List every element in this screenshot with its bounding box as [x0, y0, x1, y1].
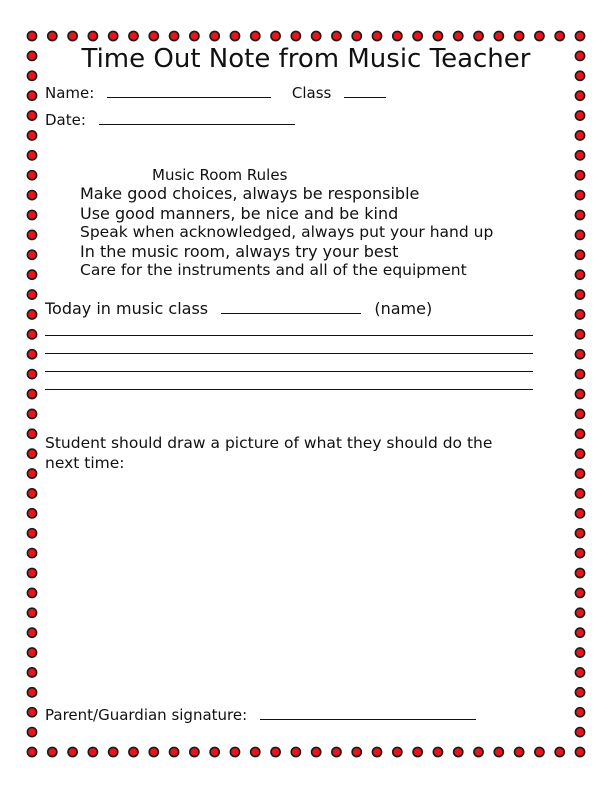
name-hint: (name) — [374, 299, 433, 318]
border-dot — [27, 708, 36, 717]
border-dot — [413, 747, 422, 756]
border-dot — [48, 31, 57, 40]
page-title: Time Out Note from Music Teacher — [81, 44, 531, 74]
border-dot — [575, 230, 584, 239]
border-dot — [27, 429, 36, 438]
signature-row — [45, 705, 476, 724]
border-dot — [575, 409, 584, 418]
border-dot — [312, 747, 321, 756]
border-dot — [575, 688, 584, 697]
border-dot — [129, 31, 138, 40]
rules-heading: Music Room Rules — [152, 166, 288, 184]
class-blank[interactable] — [344, 83, 386, 98]
border-dot — [575, 588, 584, 597]
border-dot — [575, 31, 584, 40]
border-dot — [27, 370, 36, 379]
border-dot — [575, 549, 584, 558]
border-dot — [27, 389, 36, 398]
border-dot — [575, 489, 584, 498]
border-dot — [27, 191, 36, 200]
border-dot — [27, 688, 36, 697]
border-dot — [575, 708, 584, 717]
border-dot — [575, 270, 584, 279]
border-dot — [129, 747, 138, 756]
border-dot — [372, 747, 381, 756]
rule-item: Care for the instruments and all of the equipment — [80, 261, 467, 279]
border-dot — [27, 549, 36, 558]
border-dot — [575, 290, 584, 299]
date-blank[interactable] — [99, 110, 295, 125]
border-dot — [27, 151, 36, 160]
name-blank[interactable] — [107, 83, 271, 98]
border-dot — [68, 31, 77, 40]
border-dot — [27, 469, 36, 478]
border-dot — [27, 668, 36, 677]
border-dot — [27, 290, 36, 299]
today-label: Today in music class — [45, 299, 209, 318]
border-dot — [312, 31, 321, 40]
border-dot — [575, 171, 584, 180]
border-dot — [27, 588, 36, 597]
border-dot — [27, 330, 36, 339]
border-dot — [575, 568, 584, 577]
writing-line[interactable] — [45, 371, 533, 372]
border-dot — [271, 31, 280, 40]
border-dot — [575, 310, 584, 319]
border-dot — [27, 250, 36, 259]
border-dot — [494, 747, 503, 756]
signature-label: Parent/Guardian signature: — [45, 706, 248, 724]
border-dot — [575, 389, 584, 398]
border-dot — [575, 131, 584, 140]
border-dot — [575, 509, 584, 518]
date-field-row — [45, 110, 295, 129]
border-dot — [251, 747, 260, 756]
border-dot — [210, 31, 219, 40]
border-dot — [27, 489, 36, 498]
border-dot — [169, 747, 178, 756]
border-dot — [27, 608, 36, 617]
border-dot — [575, 449, 584, 458]
border-dot — [271, 747, 280, 756]
border-dot — [48, 747, 57, 756]
border-dot — [372, 31, 381, 40]
signature-blank[interactable] — [260, 705, 476, 720]
border-dot — [454, 31, 463, 40]
draw-prompt-line-1: Student should draw a picture of what they should do the — [45, 434, 493, 452]
border-dot — [535, 31, 544, 40]
border-dot — [575, 429, 584, 438]
border-dot — [575, 608, 584, 617]
border-dot — [27, 350, 36, 359]
border-dot — [575, 91, 584, 100]
border-dot — [433, 747, 442, 756]
border-dot — [474, 31, 483, 40]
border-dot — [393, 747, 402, 756]
date-label: Date: — [45, 111, 86, 129]
border-dot — [494, 31, 503, 40]
border-dot — [210, 747, 219, 756]
border-dot — [575, 191, 584, 200]
rule-item: Make good choices, always be responsible — [80, 184, 420, 203]
border-dot — [575, 648, 584, 657]
border-dot — [555, 747, 564, 756]
rule-item: Use good manners, be nice and be kind — [80, 204, 399, 223]
draw-prompt-line-2: next time: — [45, 454, 125, 472]
border-dot — [535, 747, 544, 756]
border-dot — [575, 747, 584, 756]
border-dot — [27, 529, 36, 538]
border-dot — [575, 529, 584, 538]
border-dot — [27, 171, 36, 180]
border-dot — [149, 747, 158, 756]
name-label: Name: — [45, 84, 95, 102]
border-dot — [230, 747, 239, 756]
border-dot — [27, 131, 36, 140]
border-dot — [575, 350, 584, 359]
rule-item: Speak when acknowledged, always put your hand up — [80, 223, 494, 241]
border-dot — [291, 747, 300, 756]
border-dot — [575, 728, 584, 737]
border-dot — [27, 449, 36, 458]
border-dot — [352, 31, 361, 40]
border-dot — [88, 31, 97, 40]
rule-item: In the music room, always try your best — [80, 242, 399, 261]
border-dot — [575, 469, 584, 478]
border-dot — [433, 31, 442, 40]
border-dot — [515, 31, 524, 40]
border-dot — [88, 747, 97, 756]
border-dot — [27, 210, 36, 219]
border-dot — [413, 31, 422, 40]
writing-line[interactable] — [45, 353, 533, 354]
writing-line[interactable] — [45, 389, 533, 390]
border-dot — [575, 250, 584, 259]
border-dot — [27, 509, 36, 518]
border-dot — [230, 31, 239, 40]
border-dot — [169, 31, 178, 40]
border-dot — [555, 31, 564, 40]
border-dot — [393, 31, 402, 40]
border-dot — [575, 210, 584, 219]
border-dot — [515, 747, 524, 756]
border-dot — [27, 31, 36, 40]
border-dot — [291, 31, 300, 40]
name-field-row — [45, 83, 386, 102]
border-dot — [27, 111, 36, 120]
border-dot — [68, 747, 77, 756]
border-dot — [27, 728, 36, 737]
student-name-blank[interactable] — [221, 299, 361, 314]
border-dot — [27, 230, 36, 239]
border-dot — [190, 31, 199, 40]
border-dot — [27, 747, 36, 756]
today-row — [45, 299, 432, 318]
border-dot — [474, 747, 483, 756]
border-dot — [27, 270, 36, 279]
writing-line[interactable] — [45, 335, 533, 336]
border-dot — [575, 628, 584, 637]
border-dot — [27, 568, 36, 577]
border-dot — [575, 151, 584, 160]
border-dot — [190, 747, 199, 756]
class-label: Class — [291, 84, 332, 102]
border-dot — [575, 370, 584, 379]
border-dot — [454, 747, 463, 756]
border-dot — [27, 91, 36, 100]
border-dot — [575, 111, 584, 120]
border-dot — [352, 747, 361, 756]
border-dot — [332, 747, 341, 756]
border-dot — [575, 668, 584, 677]
border-dot — [27, 648, 36, 657]
border-dot — [109, 31, 118, 40]
border-dot — [575, 330, 584, 339]
border-dot — [149, 31, 158, 40]
border-dot — [332, 31, 341, 40]
border-dot — [109, 747, 118, 756]
border-dot — [27, 628, 36, 637]
border-dot — [27, 409, 36, 418]
border-dot — [27, 310, 36, 319]
border-dot — [251, 31, 260, 40]
